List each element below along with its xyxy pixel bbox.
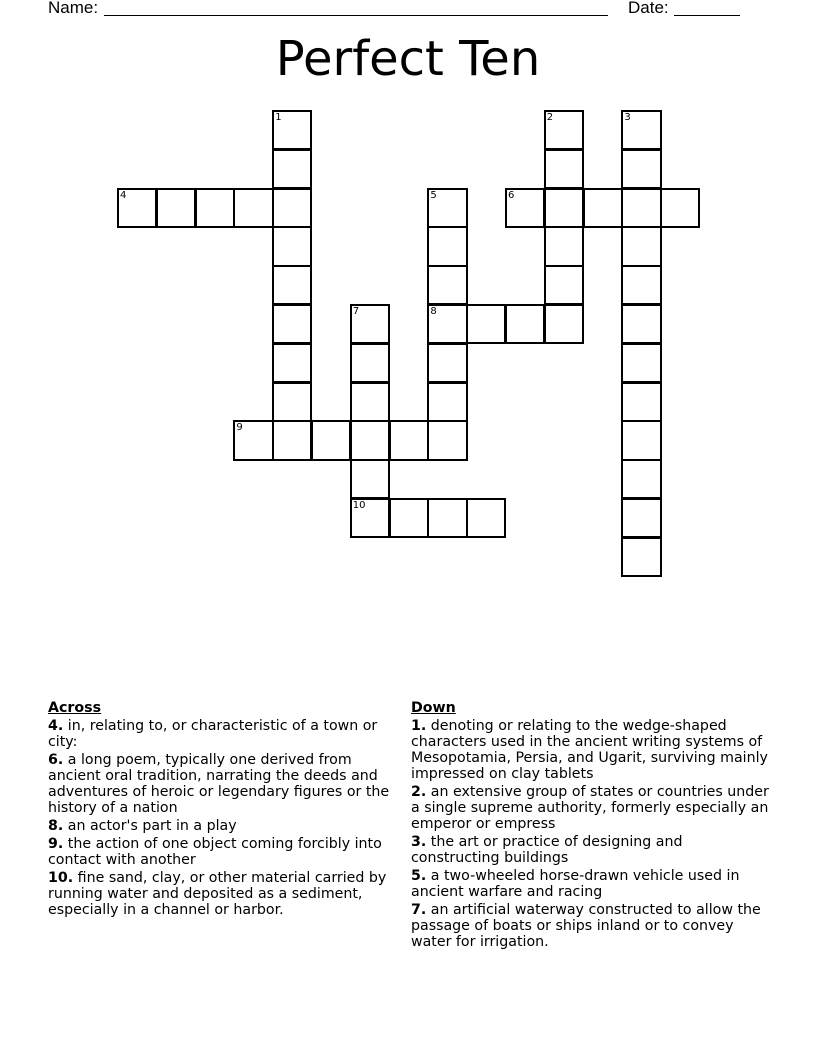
clue-text: a two-wheeled horse-drawn vehicle used in ancient warfare and racing xyxy=(411,868,740,900)
cell-number: 3 xyxy=(624,112,631,123)
grid-cell[interactable] xyxy=(389,420,429,460)
grid-cell[interactable] xyxy=(466,304,506,344)
grid-cell[interactable] xyxy=(544,188,584,228)
grid-cell[interactable] xyxy=(505,304,545,344)
grid-cell[interactable] xyxy=(233,188,273,228)
grid-cell[interactable] xyxy=(350,498,390,538)
grid-cell[interactable] xyxy=(621,537,661,577)
clue-text: an actor's part in a play xyxy=(67,818,237,834)
grid-cell[interactable] xyxy=(272,149,312,189)
grid-cell[interactable] xyxy=(272,226,312,266)
cell-number: 2 xyxy=(546,112,554,123)
clue-text: in, relating to, or characteristic of a town or city: xyxy=(48,718,378,750)
down-clue xyxy=(411,834,771,866)
grid-cell[interactable] xyxy=(272,110,312,150)
clue-text: the action of one object coming forcibly into contact with another xyxy=(48,836,382,868)
down-clue xyxy=(411,868,771,900)
clue-number: 9. xyxy=(48,836,64,852)
down-clue xyxy=(411,718,771,782)
grid-cell[interactable] xyxy=(272,265,312,305)
clue-number: 7. xyxy=(411,902,427,918)
grid-cell[interactable] xyxy=(621,110,661,150)
cell-number: 9 xyxy=(236,422,243,434)
grid-cell[interactable] xyxy=(427,420,467,460)
down-clues xyxy=(411,700,771,952)
page-title: Perfect Ten xyxy=(275,31,541,87)
clue-text: an artificial waterway constructed to allow the passage of boats or ships inland or to convey water for irrigation. xyxy=(411,902,761,950)
grid-cell[interactable] xyxy=(660,188,700,228)
grid-cell[interactable] xyxy=(427,382,467,422)
grid-cell[interactable] xyxy=(272,382,312,422)
grid-cell[interactable] xyxy=(621,498,661,538)
clue-number: 4. xyxy=(48,718,64,734)
grid-cell[interactable] xyxy=(544,149,584,189)
cell-number: 5 xyxy=(430,189,437,201)
clue-number: 2. xyxy=(411,784,427,800)
grid-cell[interactable] xyxy=(544,265,584,305)
across-heading: Across xyxy=(48,700,102,716)
grid-cell[interactable] xyxy=(621,304,661,344)
grid-cell[interactable] xyxy=(389,498,429,538)
date-label: Date: xyxy=(628,0,669,17)
grid-cell[interactable] xyxy=(544,226,584,266)
cell-number: 7 xyxy=(352,306,360,317)
name-label: Name: xyxy=(48,0,99,17)
down-clue xyxy=(411,784,771,832)
grid-cell[interactable] xyxy=(544,304,584,344)
across-clue xyxy=(48,836,403,868)
clue-text: the art or practice of designing and constructing buildings xyxy=(411,834,683,866)
grid-cell[interactable] xyxy=(621,188,661,228)
grid-cell[interactable] xyxy=(117,188,157,228)
grid-cell[interactable] xyxy=(427,498,467,538)
cell-number: 10 xyxy=(352,500,366,511)
across-clue xyxy=(48,752,403,816)
grid-cell[interactable] xyxy=(233,420,273,460)
grid-cell[interactable] xyxy=(583,188,623,228)
cell-number: 6 xyxy=(508,189,515,201)
grid-cell[interactable] xyxy=(195,188,235,228)
down-heading: Down xyxy=(411,700,456,716)
clue-text: an extensive group of states or countries under a single supreme authority, formerly especially an emperor or empress xyxy=(411,784,769,832)
clue-number: 5. xyxy=(411,868,427,884)
clue-number: 3. xyxy=(411,834,427,850)
grid-cell[interactable] xyxy=(350,304,390,344)
clue-text: fine sand, clay, or other material carried by running water and deposited as a sediment, especially in a channel or harbor. xyxy=(48,870,387,918)
grid-cell[interactable] xyxy=(427,226,467,266)
grid-cell[interactable] xyxy=(621,343,661,383)
grid-cell[interactable] xyxy=(350,382,390,422)
across-clues xyxy=(48,700,403,920)
cell-number: 4 xyxy=(120,189,127,201)
grid-cell[interactable] xyxy=(156,188,196,228)
grid-cell[interactable] xyxy=(272,304,312,344)
cell-number: 1 xyxy=(275,112,282,123)
grid-cell[interactable] xyxy=(621,149,661,189)
clue-number: 1. xyxy=(411,718,427,734)
grid-cell[interactable] xyxy=(505,188,545,228)
grid-cell[interactable] xyxy=(621,265,661,305)
grid-cell[interactable] xyxy=(427,188,467,228)
across-clue xyxy=(48,818,403,834)
grid-cell[interactable] xyxy=(621,459,661,499)
across-clue xyxy=(48,870,403,918)
across-clue xyxy=(48,718,403,750)
grid-cell[interactable] xyxy=(350,343,390,383)
clue-number: 10. xyxy=(48,870,74,886)
grid-cell[interactable] xyxy=(621,382,661,422)
clue-number: 6. xyxy=(48,752,64,768)
grid-cell[interactable] xyxy=(466,498,506,538)
grid-cell[interactable] xyxy=(427,265,467,305)
grid-cell[interactable] xyxy=(544,110,584,150)
grid-cell[interactable] xyxy=(311,420,351,460)
clue-text: denoting or relating to the wedge-shaped characters used in the ancient writing systems of Mesopotamia, Persia, and Ugarit, surviving mainly impressed on clay tablets xyxy=(411,718,768,782)
cell-number: 8 xyxy=(430,306,437,317)
grid-cell[interactable] xyxy=(272,343,312,383)
grid-cell[interactable] xyxy=(350,420,390,460)
down-clue-list xyxy=(411,718,771,950)
grid-cell[interactable] xyxy=(427,304,467,344)
clue-text: a long poem, typically one derived from ancient oral tradition, narrating the deeds and adventures of heroic or legendary figures or the history of a nation xyxy=(48,752,390,816)
grid-cell[interactable] xyxy=(350,459,390,499)
grid-cell[interactable] xyxy=(621,420,661,460)
clue-number: 8. xyxy=(48,818,64,834)
down-clue xyxy=(411,902,771,950)
grid-cell[interactable] xyxy=(272,188,312,228)
grid-cell[interactable] xyxy=(427,343,467,383)
across-clue-list xyxy=(48,718,403,918)
grid-cell[interactable] xyxy=(272,420,312,460)
grid-cell[interactable] xyxy=(621,226,661,266)
